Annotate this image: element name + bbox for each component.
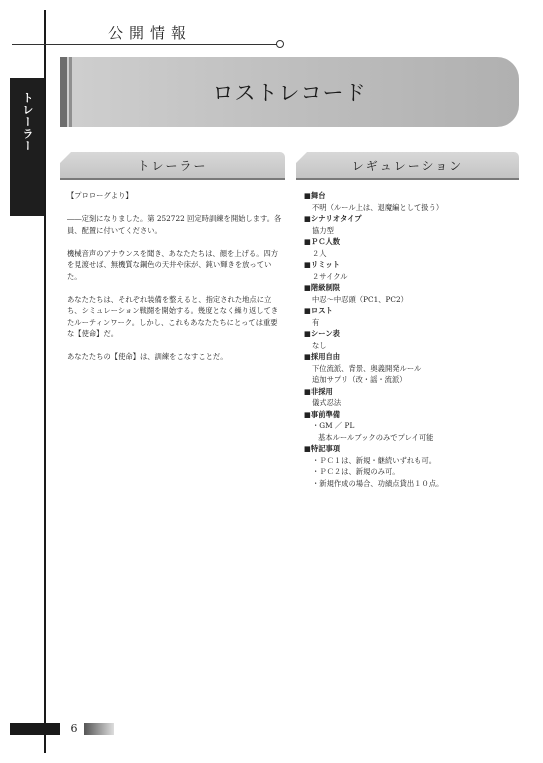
regulation-item-label: ■シナリオタイプ	[304, 214, 362, 223]
regulation-item-label: ■ロスト	[304, 306, 333, 315]
trailer-body	[67, 190, 282, 374]
regulation-item-value: なし	[312, 340, 327, 350]
regulation-item-label: ■特記事項	[304, 444, 341, 453]
footer-bar	[10, 723, 60, 735]
regulation-item-value: 不明（ルール上は、退魔編として扱う）	[312, 202, 444, 212]
trailer-paragraph: 機械音声のアナウンスを聞き、あなたたちは、顔を上げる。四方を見渡せば、無機質な鋼色の天井や床が、鈍い輝きを放っていた。	[67, 248, 279, 281]
regulation-heading: レギュレーション	[296, 152, 519, 178]
regulation-item-value: 有	[312, 317, 320, 327]
regulation-item-label: ■非採用	[304, 386, 333, 396]
regulation-item-value: ２サイクル	[312, 271, 348, 281]
regulation-item-value: 追加サプリ（改・謡・流派）	[312, 375, 407, 384]
regulation-item-value: ・ＰＣ１は、新規・継続いずれも可。	[312, 455, 437, 465]
trailer-paragraph: あなたたちは、それぞれ装備を整えると、指定された地点に立ち、シミュレーション戦闘を開始する。幾度となく繰り返してきたルーティンワーク。しかし、これもあなたたちにとっては重要な【使命】だ。	[67, 294, 279, 338]
regulation-item-label: ■階級制限	[304, 283, 341, 292]
side-index-tab-label: トレーラー	[21, 92, 34, 152]
trailer-paragraph: 【プロローグより】	[67, 191, 133, 200]
page-number: 6	[64, 721, 84, 736]
regulation-item-label: ■採用自由	[304, 352, 341, 361]
regulation-item-label: ■事前準備	[304, 409, 341, 419]
regulation-item-value: ・GM ／ PL	[312, 421, 355, 430]
header-rule-dot	[276, 40, 284, 48]
page-header-title: 公開情報	[108, 24, 193, 42]
regulation-item-label: ■シーン表	[304, 329, 340, 338]
scenario-title: ロストレコード	[212, 81, 367, 105]
regulation-item-value: 中忍〜中忍頭（PC1、PC2）	[312, 294, 408, 304]
trailer-paragraph: あなたたちの【使命】は、訓練をこなすことだ。	[67, 352, 228, 361]
regulation-item-value: 下位流派、背景、奥義開発ルール	[312, 363, 422, 373]
regulation-item-value: ・ＰＣ２は、新規のみ可。	[312, 467, 400, 476]
regulation-list	[304, 190, 519, 489]
regulation-item-value: ・新規作成の場合、功績点貸出１０点。	[312, 478, 444, 488]
regulation-item-label: ■舞台	[304, 191, 326, 200]
regulation-item-label: ■ＰＣ人数	[304, 237, 341, 246]
trailer-paragraph: ――定刻になりました。第 252722 回定時訓練を開始します。各員、配置に付いてください。	[67, 214, 282, 235]
regulation-item-value: 儀式忍法	[312, 398, 342, 407]
header-rule	[12, 44, 278, 45]
footer-gradient	[84, 723, 114, 735]
regulation-item-value: 協力型	[312, 225, 334, 235]
regulation-item-value: ２人	[312, 248, 327, 258]
trailer-heading: トレーラー	[60, 152, 285, 178]
regulation-item-label: ■リミット	[304, 260, 340, 269]
side-index-tab	[10, 78, 44, 216]
margin-rule	[44, 10, 46, 753]
regulation-item-value: 基本ルールブックのみでプレイ可能	[318, 432, 434, 442]
